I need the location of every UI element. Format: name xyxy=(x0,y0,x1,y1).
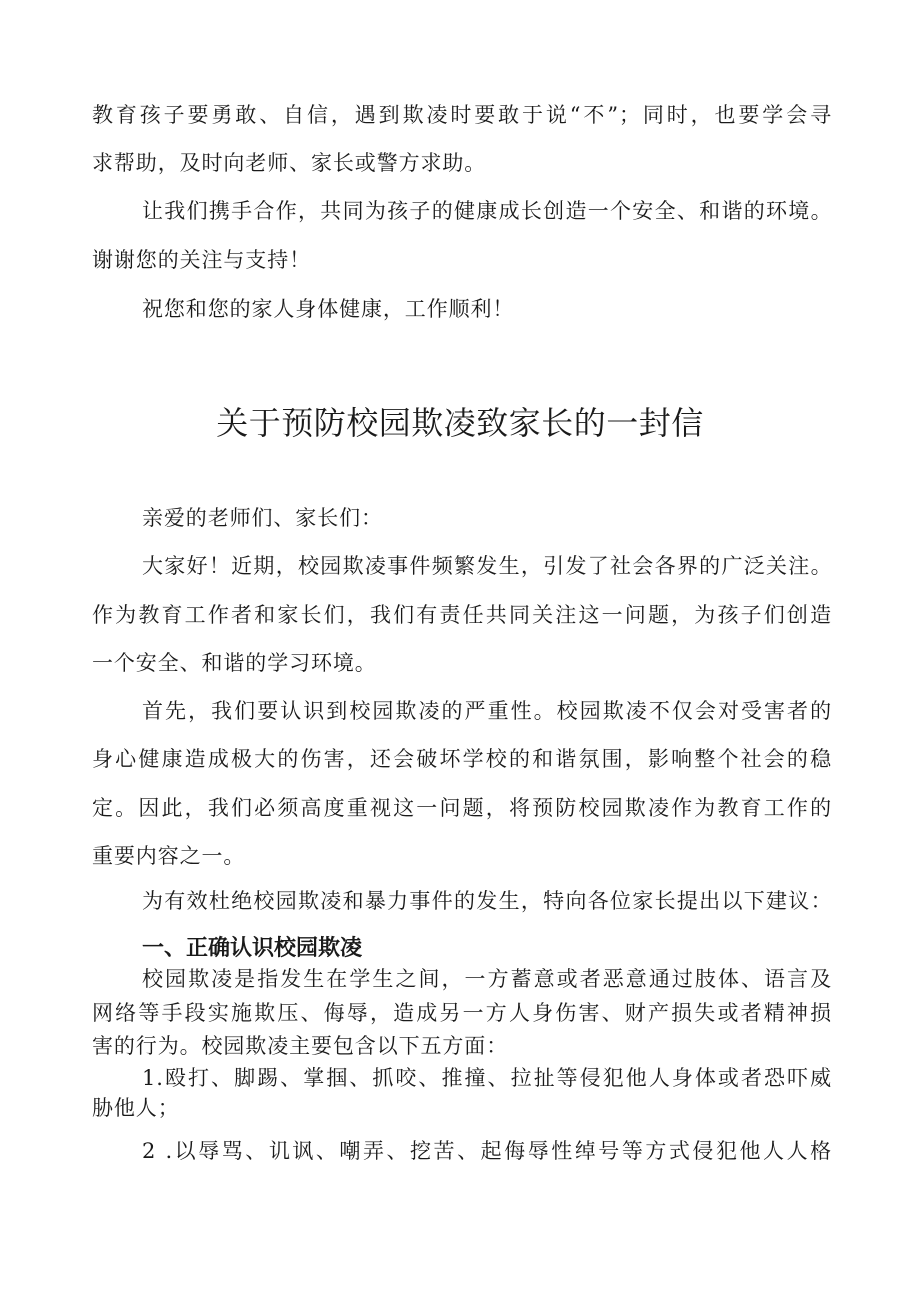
paragraph-line: 定。因此，我们必须高度重视这一问题，将预防校园欺凌作为教育工作的 xyxy=(92,796,832,820)
paragraph-line: 为有效杜绝校园欺凌和暴力事件的发生，特向各位家长提出以下建议： xyxy=(142,889,832,913)
paragraph-line: 一个安全、和谐的学习环境。 xyxy=(92,651,377,675)
list-item: 胁他人； xyxy=(92,1096,180,1120)
paragraph-line: 大家好！近期，校园欺凌事件频繁发生，引发了社会各界的广泛关注。 xyxy=(142,554,832,578)
closing-wish: 祝您和您的家人身体健康，工作顺利！ xyxy=(142,297,515,321)
paragraph-line: 害的行为。校园欺凌主要包含以下五方面： xyxy=(92,1034,509,1058)
paragraph-line: 首先，我们要认识到校园欺凌的严重性。校园欺凌不仅会对受害者的 xyxy=(142,699,832,723)
paragraph-line: 谢谢您的关注与支持！ xyxy=(92,248,311,272)
section-heading: 一、正确认识校园欺凌 xyxy=(142,936,363,961)
letter-title: 关于预防校园欺凌致家长的一封信 xyxy=(216,404,704,442)
paragraph-line: 身心健康造成极大的伤害，还会破坏学校的和谐氛围，影响整个社会的稳 xyxy=(92,747,832,771)
paragraph-line: 作为教育工作者和家长们，我们有责任共同关注这一问题，为孩子们创造 xyxy=(92,603,832,627)
letter-greeting: 亲爱的老师们、家长们： xyxy=(142,506,383,530)
paragraph-line: 校园欺凌是指发生在学生之间，一方蓄意或者恶意通过肢体、语言及 xyxy=(142,967,832,991)
paragraph-line: 让我们携手合作，共同为孩子的健康成长创造一个安全、和谐的环境。 xyxy=(142,199,832,223)
paragraph-line: 教育孩子要勇敢、自信，遇到欺凌时要敢于说“不”；同时，也要学会寻 xyxy=(92,103,832,127)
list-item: 2 .以辱骂、讥讽、嘲弄、挖苦、起侮辱性绰号等方式侵犯他人人格 xyxy=(142,1139,832,1163)
paragraph-line: 网络等手段实施欺压、侮辱，造成另一方人身伤害、财产损失或者精神损 xyxy=(92,1001,832,1025)
paragraph-line: 重要内容之一。 xyxy=(92,844,246,868)
paragraph-line: 求帮助，及时向老师、家长或警方求助。 xyxy=(92,151,487,175)
list-item: 1.殴打、脚踢、掌掴、抓咬、推撞、拉扯等侵犯他人身体或者恐吓威 xyxy=(142,1066,832,1090)
